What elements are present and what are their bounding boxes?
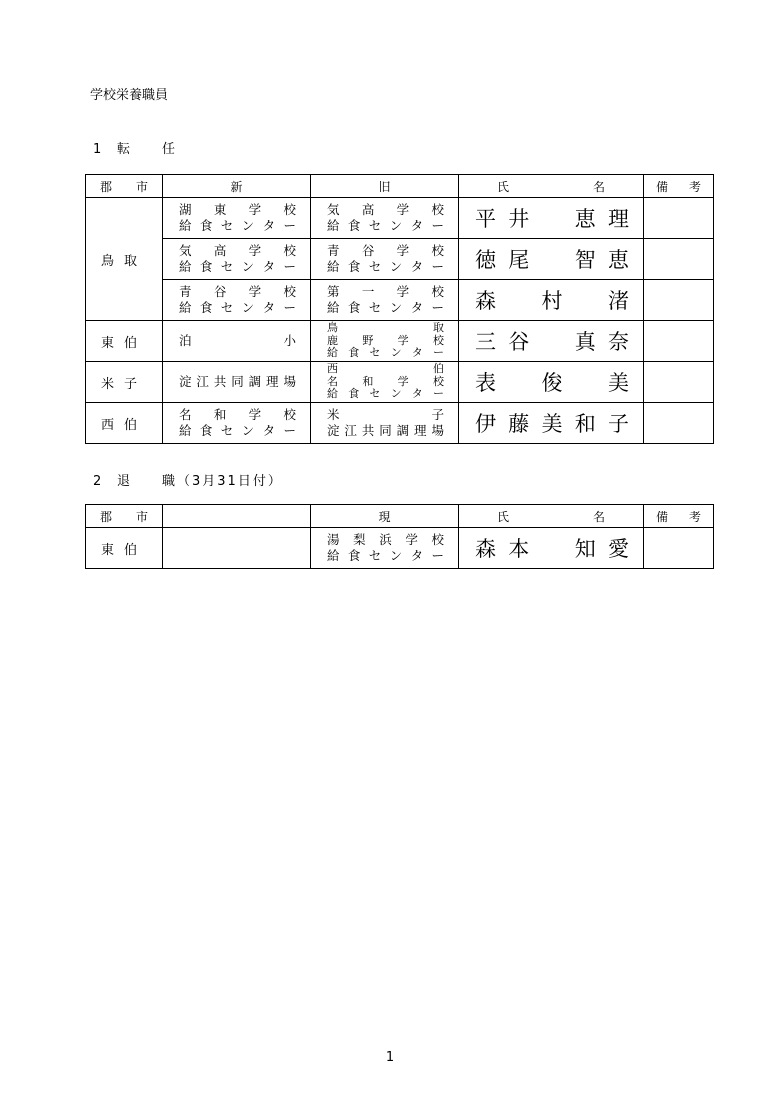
transfer-table-header bbox=[86, 175, 714, 198]
page-number: 1 bbox=[385, 1050, 395, 1065]
note-cell bbox=[644, 528, 714, 569]
header-char: 市 bbox=[135, 179, 148, 194]
table-row bbox=[86, 362, 714, 403]
note-cell bbox=[644, 362, 714, 403]
person-name-text-char: 美 bbox=[608, 371, 629, 395]
new-school-line bbox=[179, 333, 296, 349]
person-name-text bbox=[475, 244, 629, 274]
person-name bbox=[459, 403, 644, 444]
old-school-line-char: 一 bbox=[361, 284, 375, 299]
new-school-line-char: 東 bbox=[213, 202, 227, 217]
new-school-line-char: 校 bbox=[283, 243, 296, 258]
new-school bbox=[163, 280, 311, 321]
old-school-line-char: ン bbox=[390, 346, 402, 360]
person-name-text-char bbox=[575, 285, 596, 315]
new-school-line-char: 食 bbox=[199, 300, 213, 315]
person-name-text-char: 智 bbox=[574, 248, 596, 272]
old-school-line bbox=[327, 284, 444, 300]
header-char: 名 bbox=[592, 509, 605, 524]
new-school-line-char: ン bbox=[241, 423, 255, 438]
new-school-line-char: 校 bbox=[283, 284, 296, 299]
new-school-line-char: 調 bbox=[248, 374, 262, 389]
old-school-line-char: 淀 bbox=[327, 423, 340, 438]
old-school-line-char: 校 bbox=[431, 284, 444, 299]
new-school-line-char: 同 bbox=[231, 374, 244, 389]
section2-number: 2 bbox=[93, 474, 102, 489]
current-school-line-char: セ bbox=[368, 548, 382, 563]
person-name-text bbox=[475, 408, 629, 438]
old-school-line-char: セ bbox=[369, 346, 381, 360]
header-area bbox=[86, 505, 163, 528]
person-name bbox=[459, 362, 644, 403]
old-school-line-char: 名 bbox=[327, 374, 338, 388]
header-new bbox=[163, 175, 311, 198]
new-school-line-char: 給 bbox=[179, 259, 192, 274]
table-row bbox=[86, 198, 714, 239]
area-cell: 鳥取 bbox=[86, 198, 163, 321]
old-school-line bbox=[327, 243, 444, 259]
old-school bbox=[311, 403, 459, 444]
new-school-line bbox=[179, 218, 296, 234]
old-school-line-char: 食 bbox=[347, 218, 361, 233]
new-school-line-char: 湖 bbox=[179, 202, 192, 217]
old-school bbox=[311, 362, 459, 403]
old-school-line-char: ー bbox=[431, 218, 444, 233]
old-school-line-char: 共 bbox=[361, 423, 375, 438]
old-school-line bbox=[327, 259, 444, 275]
section1-label: 転 任 bbox=[117, 142, 178, 157]
current-school-line-char: 浜 bbox=[379, 532, 392, 547]
header-char: 名 bbox=[592, 179, 605, 194]
old-school-line-char: ー bbox=[432, 387, 444, 401]
new-school-line-char: 校 bbox=[283, 202, 296, 217]
new-school-line-char: 場 bbox=[283, 374, 296, 389]
old-school-line-char: 場 bbox=[431, 423, 444, 438]
header-char: 備 bbox=[656, 179, 669, 194]
new-school-line-char: 食 bbox=[199, 259, 213, 274]
note-cell bbox=[644, 198, 714, 239]
person-name-text-char: 子 bbox=[608, 412, 629, 436]
old-school-line-char: 校 bbox=[431, 202, 444, 217]
old-school-line bbox=[327, 363, 444, 376]
old-school-line-char: ン bbox=[389, 259, 403, 274]
new-school-line-char: 食 bbox=[199, 423, 213, 438]
old-school-line-char: 学 bbox=[396, 284, 410, 299]
new-school-line-char: タ bbox=[262, 259, 276, 274]
old-school-line-char: 校 bbox=[432, 374, 444, 388]
old-school-line-char: ン bbox=[390, 387, 402, 401]
person-name-text-char: 森 bbox=[475, 537, 496, 561]
old-school-line bbox=[327, 322, 444, 335]
person-name-text bbox=[475, 285, 629, 315]
person-name-text-char: 平 bbox=[475, 207, 496, 231]
old-school-line-char: 和 bbox=[362, 374, 374, 388]
old-school-line bbox=[327, 376, 444, 389]
new-school-line-char: 名 bbox=[179, 407, 192, 422]
old-school-line bbox=[327, 423, 444, 439]
old-school-line-char: 子 bbox=[431, 407, 444, 422]
new-school-line bbox=[179, 284, 296, 300]
current-school-line-char: ン bbox=[389, 548, 403, 563]
note-cell bbox=[644, 321, 714, 362]
person-name-text-char bbox=[542, 203, 563, 233]
person-name-text-char: 伊 bbox=[475, 412, 496, 436]
old-school-line-char: 給 bbox=[327, 387, 338, 401]
new-school-line-char: 学 bbox=[248, 202, 262, 217]
new-school-line bbox=[179, 300, 296, 316]
person-name-text bbox=[475, 326, 629, 356]
old-school-line-char: 給 bbox=[327, 300, 340, 315]
new-school bbox=[163, 321, 311, 362]
person-name bbox=[459, 280, 644, 321]
person-name-text-char: 知 bbox=[574, 537, 596, 561]
person-name-text-char bbox=[508, 367, 529, 397]
old-school-line-char: タ bbox=[410, 300, 424, 315]
new-school-line-char: 和 bbox=[213, 407, 227, 422]
person-name bbox=[459, 239, 644, 280]
new-school-line bbox=[179, 407, 296, 423]
new-school-line-char: 淀 bbox=[179, 374, 192, 389]
section1-number: 1 bbox=[93, 142, 102, 157]
person-name-text-char: 和 bbox=[574, 412, 596, 436]
current-school-line-char: タ bbox=[410, 548, 424, 563]
header-current bbox=[311, 505, 459, 528]
old-school-line bbox=[327, 388, 444, 401]
person-name-text-char: 三 bbox=[475, 330, 496, 354]
header-note bbox=[644, 505, 714, 528]
old-school-line-char: 食 bbox=[348, 387, 360, 401]
table-row bbox=[86, 528, 714, 569]
new-school-line-char: セ bbox=[220, 300, 234, 315]
person-name-text-char bbox=[542, 533, 563, 563]
old-school-line-char: 学 bbox=[397, 374, 409, 388]
document-title: 学校栄養職員 bbox=[90, 88, 169, 103]
table-row bbox=[86, 239, 714, 280]
person-name-text-char: 表 bbox=[475, 371, 496, 395]
current-school-line-char: 給 bbox=[327, 548, 340, 563]
table-row bbox=[86, 321, 714, 362]
person-name-text-char: 井 bbox=[508, 207, 530, 231]
old-school-line-char: 給 bbox=[327, 346, 338, 360]
section2-heading bbox=[93, 470, 283, 489]
new-school-line-char: ー bbox=[283, 259, 296, 274]
area-cell: 西伯 bbox=[86, 403, 163, 444]
new-school-line-char: セ bbox=[220, 423, 234, 438]
old-school-line-char: 食 bbox=[348, 346, 360, 360]
person-name-text bbox=[475, 203, 629, 233]
person-name-text-char bbox=[542, 326, 563, 356]
new-school-line-char: ン bbox=[241, 259, 255, 274]
person-name-text bbox=[475, 367, 629, 397]
person-name-text-char bbox=[575, 367, 596, 397]
header-char: 備 bbox=[656, 509, 669, 524]
header-char: 氏 bbox=[497, 179, 510, 194]
new-school-line-char: 給 bbox=[179, 300, 192, 315]
old-school-line-char: 伯 bbox=[433, 362, 444, 376]
table-row bbox=[86, 280, 714, 321]
old-school-line-char: 西 bbox=[327, 362, 338, 376]
old-school-line bbox=[327, 347, 444, 360]
person-name-text-char: 村 bbox=[541, 289, 563, 313]
header-char: 郡 bbox=[100, 179, 113, 194]
new-school-line-char: タ bbox=[262, 300, 276, 315]
new-school bbox=[163, 239, 311, 280]
old-school-line-char: 青 bbox=[327, 243, 340, 258]
current-school-line-char: ー bbox=[431, 548, 444, 563]
person-name-text-char: 本 bbox=[508, 537, 530, 561]
person-name-text-char: 森 bbox=[475, 289, 496, 313]
old-school-line-char: セ bbox=[368, 218, 382, 233]
person-name bbox=[459, 198, 644, 239]
old-school-line-char: タ bbox=[411, 387, 423, 401]
old-school bbox=[311, 198, 459, 239]
old-school-line-char: 気 bbox=[327, 202, 340, 217]
old-school-line-char: 谷 bbox=[361, 243, 375, 258]
header-char: 現 bbox=[378, 509, 391, 524]
new-school bbox=[163, 362, 311, 403]
person-name-text-char: 理 bbox=[608, 207, 629, 231]
new-school-line-char: ン bbox=[241, 300, 255, 315]
note-cell bbox=[644, 239, 714, 280]
new-school bbox=[163, 403, 311, 444]
new-school-line-char: 谷 bbox=[213, 284, 227, 299]
old-school-line-char: セ bbox=[369, 387, 381, 401]
new-school-line-char: 学 bbox=[248, 407, 262, 422]
current-school-line-char: 食 bbox=[347, 548, 361, 563]
new-school-line-char: セ bbox=[220, 259, 234, 274]
transfer-table bbox=[85, 174, 714, 444]
person-name-text-char: 真 bbox=[574, 330, 596, 354]
new-school-line-char: 理 bbox=[266, 374, 279, 389]
section1-heading bbox=[93, 138, 177, 157]
new-school-line-char: ー bbox=[283, 218, 296, 233]
person-name-text-char: 俊 bbox=[541, 371, 563, 395]
old-school-line-char: 鳥 bbox=[327, 321, 338, 335]
person-name-text-char: 徳 bbox=[475, 248, 496, 272]
new-school-line-char: 校 bbox=[283, 407, 296, 422]
old-school-line-char: 学 bbox=[397, 333, 409, 347]
current-school-line-char: 梨 bbox=[353, 532, 366, 547]
header-old bbox=[311, 175, 459, 198]
old-school-line bbox=[327, 335, 444, 348]
old-school-line-char: 取 bbox=[433, 321, 444, 335]
old-school-line-char: セ bbox=[368, 300, 382, 315]
old-school-line-char: ー bbox=[431, 259, 444, 274]
new-school-line bbox=[179, 374, 296, 390]
header-name bbox=[459, 505, 644, 528]
new-school-line-char: タ bbox=[262, 423, 276, 438]
header-char: 新 bbox=[230, 179, 243, 194]
header-char: 氏 bbox=[497, 509, 510, 524]
old-school-line-char: ン bbox=[389, 300, 403, 315]
area-cell: 米子 bbox=[86, 362, 163, 403]
current-school bbox=[311, 528, 459, 569]
new-school-line-char: 江 bbox=[196, 374, 209, 389]
new-school-line-char: ン bbox=[241, 218, 255, 233]
old-school-line-char: 米 bbox=[327, 407, 340, 422]
new-school-line-char: 給 bbox=[179, 218, 192, 233]
new-school-line-char: 食 bbox=[199, 218, 213, 233]
person-name-text-char: 尾 bbox=[508, 248, 530, 272]
new-school-line-char: ー bbox=[283, 423, 296, 438]
note-cell bbox=[644, 403, 714, 444]
new-school-line-char: 学 bbox=[248, 243, 262, 258]
old-school-line-char: タ bbox=[410, 218, 424, 233]
person-name-text-char: 愛 bbox=[608, 537, 629, 561]
old-school bbox=[311, 321, 459, 362]
new-school-line-char: 給 bbox=[179, 423, 192, 438]
header-note bbox=[644, 175, 714, 198]
old-school-line bbox=[327, 202, 444, 218]
person-name-text-char: 恵 bbox=[574, 207, 596, 231]
old-school-line-char: 給 bbox=[327, 218, 340, 233]
old-school-line-char: セ bbox=[368, 259, 382, 274]
old-school-line-char: 校 bbox=[432, 333, 444, 347]
header-char: 考 bbox=[688, 179, 701, 194]
old-school-line-char: 鹿 bbox=[327, 333, 338, 347]
old-school-line-char: 江 bbox=[344, 423, 357, 438]
header-char: 考 bbox=[688, 509, 701, 524]
old-school-line-char: 学 bbox=[396, 202, 410, 217]
person-name-text-char: 美 bbox=[541, 412, 563, 436]
old-school-line-char: タ bbox=[410, 259, 424, 274]
new-school-line bbox=[179, 259, 296, 275]
new-school-line bbox=[179, 202, 296, 218]
old-school-line-char: 理 bbox=[414, 423, 427, 438]
new-school-line-char: 学 bbox=[248, 284, 262, 299]
old-school-line-char: 第 bbox=[327, 284, 340, 299]
new-school-line-char: ー bbox=[283, 300, 296, 315]
blank-cell bbox=[163, 528, 311, 569]
old-school-line-char: ン bbox=[389, 218, 403, 233]
person-name-text-char: 恵 bbox=[608, 248, 629, 272]
table-row bbox=[86, 403, 714, 444]
section2-label: 退 職（3月31日付） bbox=[117, 474, 283, 489]
current-school-line-char: 学 bbox=[405, 532, 418, 547]
header-area bbox=[86, 175, 163, 198]
old-school-line-char: 校 bbox=[431, 243, 444, 258]
person-name-text bbox=[475, 533, 629, 563]
new-school-line bbox=[179, 243, 296, 259]
old-school-line-char: 食 bbox=[347, 259, 361, 274]
new-school bbox=[163, 198, 311, 239]
old-school bbox=[311, 239, 459, 280]
person-name-text-char: 奈 bbox=[608, 330, 629, 354]
old-school-line-char: 学 bbox=[396, 243, 410, 258]
old-school-line-char: ー bbox=[432, 346, 444, 360]
old-school-line-char: タ bbox=[411, 346, 423, 360]
old-school-line-char: 高 bbox=[361, 202, 375, 217]
new-school-line-char: 高 bbox=[213, 243, 227, 258]
current-school-line bbox=[327, 548, 444, 564]
old-school-line-char: 給 bbox=[327, 259, 340, 274]
new-school-line-char: 気 bbox=[179, 243, 192, 258]
old-school-line-char: 同 bbox=[379, 423, 392, 438]
new-school-line-char: 泊 bbox=[179, 333, 192, 348]
retirement-table-header bbox=[86, 505, 714, 528]
header-blank bbox=[163, 505, 311, 528]
header-char: 市 bbox=[135, 509, 148, 524]
area-cell: 東伯 bbox=[86, 528, 163, 569]
old-school-line bbox=[327, 300, 444, 316]
new-school-line-char: セ bbox=[220, 218, 234, 233]
old-school-line bbox=[327, 407, 444, 423]
old-school bbox=[311, 280, 459, 321]
retirement-table bbox=[85, 504, 714, 569]
person-name-text-char: 渚 bbox=[608, 289, 629, 313]
person-name-text-char: 藤 bbox=[508, 412, 530, 436]
header-char: 郡 bbox=[100, 509, 113, 524]
person-name bbox=[459, 528, 644, 569]
header-name bbox=[459, 175, 644, 198]
new-school-line-char: 共 bbox=[213, 374, 227, 389]
person-name-text-char bbox=[508, 285, 529, 315]
old-school-line-char: 食 bbox=[347, 300, 361, 315]
person-name-text-char bbox=[542, 244, 563, 274]
area-cell: 東伯 bbox=[86, 321, 163, 362]
new-school-line bbox=[179, 423, 296, 439]
person-name-text-char: 谷 bbox=[508, 330, 530, 354]
person-name bbox=[459, 321, 644, 362]
current-school-line-char: 校 bbox=[431, 532, 444, 547]
header-char: 旧 bbox=[378, 179, 391, 194]
new-school-line-char: 青 bbox=[179, 284, 192, 299]
old-school-line-char: 調 bbox=[396, 423, 410, 438]
old-school-line bbox=[327, 218, 444, 234]
note-cell bbox=[644, 280, 714, 321]
old-school-line-char: 野 bbox=[362, 333, 374, 347]
new-school-line-char: タ bbox=[262, 218, 276, 233]
new-school-line-char: 小 bbox=[283, 333, 296, 348]
current-school-line-char: 湯 bbox=[327, 532, 340, 547]
old-school-line-char: ー bbox=[431, 300, 444, 315]
current-school-line bbox=[327, 532, 444, 548]
